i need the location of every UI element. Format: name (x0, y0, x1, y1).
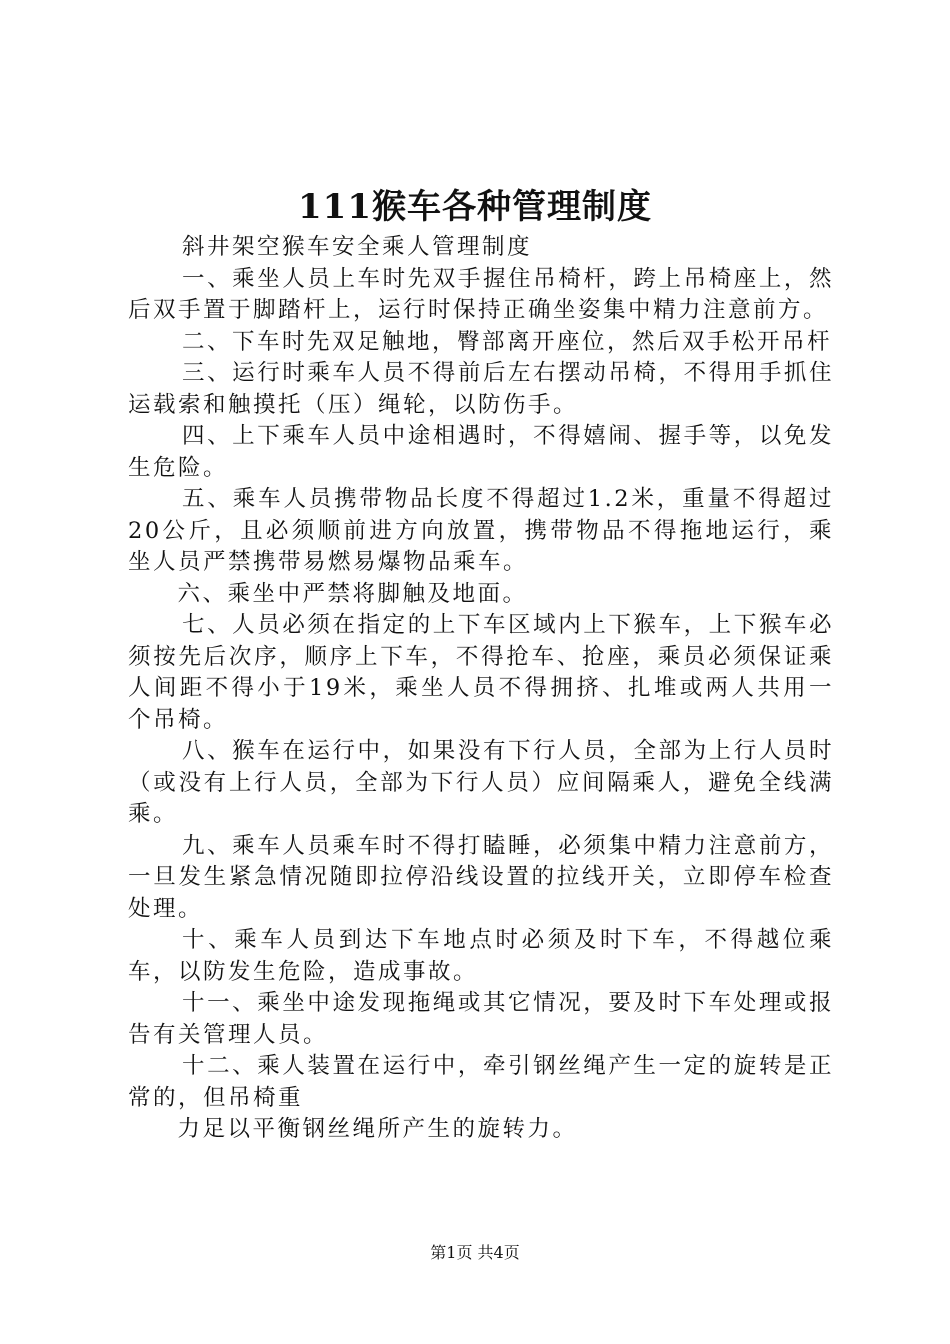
document-body (128, 232, 834, 1146)
paragraph: 二、下车时先双足触地，臀部离开座位，然后双手松开吊杆 (182, 328, 833, 355)
paragraph: 六、乘坐中严禁将脚触及地面。 (177, 580, 528, 607)
paragraph: 八、猴车在运行中，如果没有下行人员，全部为上行人员时（或没有上行人员，全部为下行人员）应间隔乘人，避免全线满乘。 (128, 738, 834, 827)
paragraph: 一、乘坐人员上车时先双手握住吊椅杆，跨上吊椅座上，然后双手置于脚踏杆上，运行时保持正确坐姿集中精力注意前方。 (128, 265, 834, 323)
paragraph: 力足以平衡钢丝绳所产生的旋转力。 (177, 1116, 578, 1142)
page-number-footer: 第1页 共4页 (430, 1243, 520, 1262)
paragraph: 四、上下乘车人员中途相遇时，不得嬉闹、握手等，以免发生危险。 (128, 423, 834, 481)
paragraph: 十、乘车人员到达下车地点时必须及时下车，不得越位乘车，以防发生危险，造成事故。 (128, 927, 834, 985)
paragraph: 五、乘车人员携带物品长度不得超过1.2米，重量不得超过20公斤，且必须顺前进方向放置，携带物品不得拖地运行，乘坐人员严禁携带易燃易爆物品乘车。 (128, 486, 834, 575)
paragraph: 十二、乘人装置在运行中，牵引钢丝绳产生一定的旋转是正常的，但吊椅重 (128, 1053, 834, 1111)
document-title: 111猴车各种管理制度 (298, 187, 652, 227)
paragraph: 十一、乘坐中途发现拖绳或其它情况，要及时下车处理或报告有关管理人员。 (128, 990, 834, 1048)
paragraph: 九、乘车人员乘车时不得打瞌睡，必须集中精力注意前方，一旦发生紧急情况随即拉停沿线设置的拉线开关，立即停车检查处理。 (128, 832, 834, 922)
paragraph: 七、人员必须在指定的上下车区域内上下猴车，上下猴车必须按先后次序，顺序上下车，不得抢车、抢座，乘员必须保证乘人间距不得小于19米，乘坐人员不得拥挤、扎堆或两人共用一个吊椅。 (128, 612, 834, 733)
subtitle: 斜井架空猴车安全乘人管理制度 (182, 234, 533, 260)
paragraph: 三、运行时乘车人员不得前后左右摆动吊椅，不得用手抓住运载索和触摸托（压）绳轮，以防伤手。 (128, 360, 834, 418)
